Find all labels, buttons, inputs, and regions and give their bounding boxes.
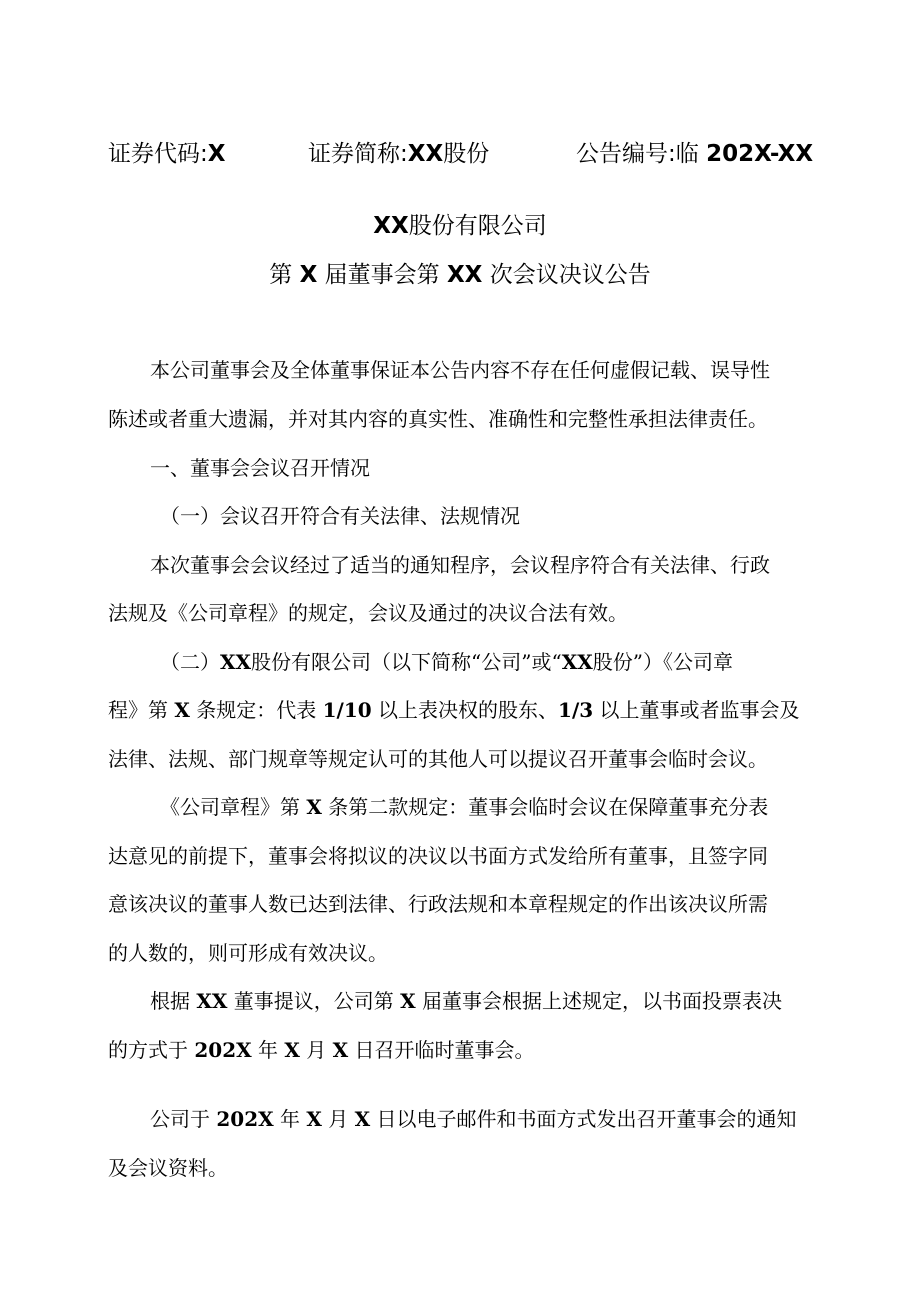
securities-short-name-bold: XX — [407, 141, 444, 167]
announcement-number-label: 公告编号:临 — [576, 141, 707, 167]
paragraph-line — [150, 1103, 796, 1132]
text-run: 股份”）《公司章 — [592, 650, 734, 674]
bold-run: 1/3 — [558, 698, 594, 722]
text-run: 年 — [251, 1038, 285, 1062]
title-bold: XX — [446, 262, 483, 288]
title-company-rest: 股份有限公司 — [408, 213, 547, 239]
text-run: 日以电子邮件和书面方式发出召开董事会的通知 — [370, 1107, 797, 1131]
bold-run: X — [354, 1107, 371, 1131]
text-run: 根据 — [150, 989, 197, 1013]
paragraph-line: 法律、法规、部门规章等规定认可的其他人可以提议召开董事会临时会议。 — [108, 747, 768, 771]
paragraph-line: 的人数的，则可形成有效决议。 — [108, 941, 388, 965]
title-company-bold: XX — [373, 213, 409, 239]
securities-code-label: 证券代码: — [108, 141, 208, 167]
bold-run: 202X — [216, 1107, 274, 1131]
text-run: 日召开临时董事会。 — [348, 1038, 535, 1062]
text-run: 以上表决权的股东、 — [371, 698, 559, 722]
announcement-number-value: 202X-XX — [706, 141, 814, 167]
text-run: 股份有限公司（以下简称“公司”或“ — [251, 650, 562, 674]
text-run: （二） — [160, 650, 220, 674]
company-name-title — [0, 207, 920, 240]
bold-run: X — [332, 1038, 349, 1062]
text-run: 年 — [273, 1107, 307, 1131]
title-text: 届董事会第 — [317, 262, 447, 288]
paragraph-line: 达意见的前提下，董事会将拟议的决议以书面方式发给所有董事，且签字同 — [108, 844, 768, 868]
text-run: 公司于 — [150, 1107, 217, 1131]
securities-short-name-rest: 股份 — [443, 141, 490, 167]
paragraph-line — [160, 646, 733, 675]
securities-code-value: X — [207, 141, 226, 167]
bold-run: 1/10 — [322, 698, 372, 722]
bold-run: XX — [196, 989, 228, 1013]
bold-run: XX — [561, 650, 593, 674]
text-run: 的方式于 — [108, 1038, 195, 1062]
paragraph-line — [150, 985, 782, 1014]
paragraph-line — [108, 694, 800, 723]
announcement-number — [576, 135, 813, 168]
paragraph-line — [108, 1034, 534, 1063]
text-run: 董事提议，公司第 — [227, 989, 401, 1013]
bold-run: XX — [220, 650, 252, 674]
securities-code — [108, 135, 225, 168]
paragraph-line: 本次董事会会议经过了适当的通知程序，会议程序符合有关法律、行政 — [150, 553, 770, 577]
title-text: 次会议决议公告 — [482, 262, 651, 288]
section-heading: 一、董事会会议召开情况 — [150, 456, 370, 480]
paragraph-line: 法规及《公司章程》的规定，会议及通过的决议合法有效。 — [108, 601, 628, 625]
text-run: 条规定：代表 — [189, 698, 323, 722]
paragraph-line: 及会议资料。 — [108, 1156, 228, 1180]
paragraph-line: 本公司董事会及全体董事保证本公告内容不存在任何虚假记载、误导性 — [150, 358, 770, 382]
paragraph-line: 陈述或者重大遗漏，并对其内容的真实性、准确性和完整性承担法律责任。 — [108, 407, 768, 431]
text-run: 程》第 — [108, 698, 175, 722]
text-run: 条第二款规定：董事会临时会议在保障董事充分表 — [321, 795, 769, 819]
paragraph-line — [160, 791, 768, 820]
meeting-resolution-title — [0, 256, 920, 289]
bold-run: X — [174, 698, 190, 722]
bold-run: X — [306, 1107, 322, 1131]
subsection-heading: （一）会议召开符合有关法律、法规情况 — [160, 504, 520, 528]
text-run: 以上董事或者监事会及 — [593, 698, 800, 722]
title-bold: X — [299, 262, 318, 288]
paragraph-line: 意该决议的董事人数已达到法律、行政法规和本章程规定的作出该决议所需 — [108, 892, 768, 916]
securities-short-name — [308, 135, 489, 168]
bold-run: 202X — [194, 1038, 252, 1062]
securities-short-name-label: 证券简称: — [308, 141, 408, 167]
text-run: 《公司章程》第 — [160, 795, 307, 819]
title-text: 第 — [269, 262, 300, 288]
bold-run: X — [306, 795, 322, 819]
bold-run: X — [284, 1038, 300, 1062]
text-run: 月 — [299, 1038, 333, 1062]
text-run: 届董事会根据上述规定，以书面投票表决 — [415, 989, 783, 1013]
text-run: 月 — [321, 1107, 355, 1131]
bold-run: X — [400, 989, 416, 1013]
